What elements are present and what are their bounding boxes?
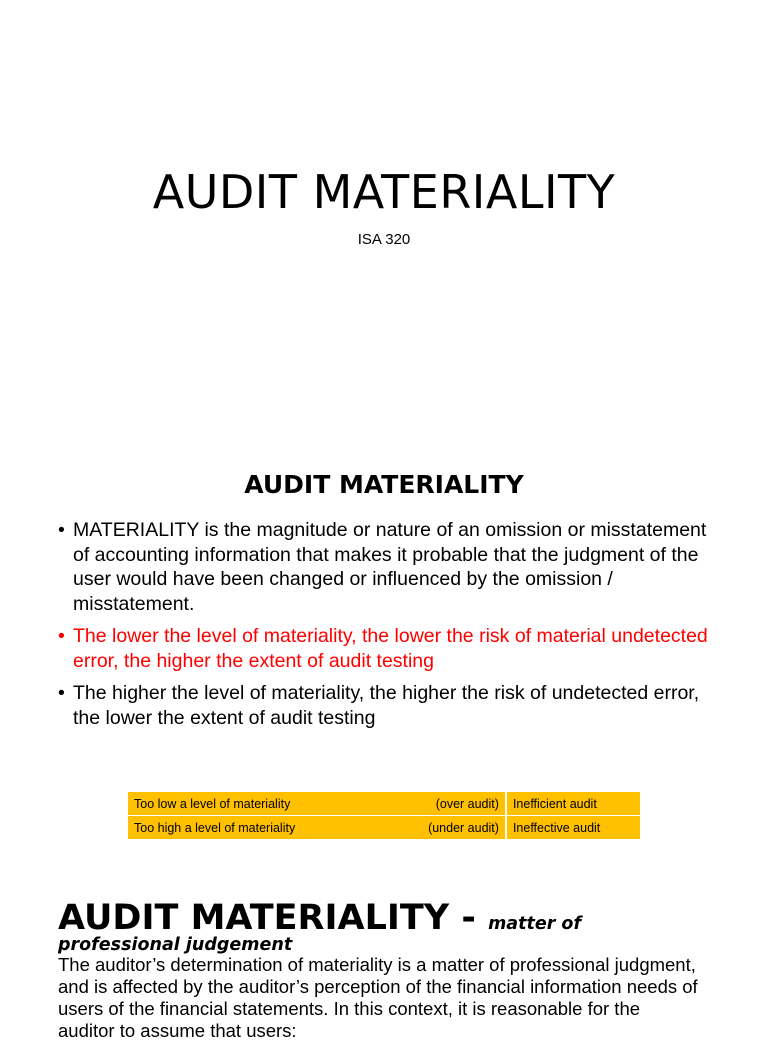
table-cell: Ineffective audit bbox=[506, 816, 640, 840]
bullet-text: The lower the level of materiality, the lower the risk of material undetected error, the higher the extent of audit testing bbox=[73, 625, 708, 672]
slide3-heading-sub: matter of bbox=[488, 914, 582, 934]
slide-judgement bbox=[0, 870, 768, 1041]
bullet-icon: • bbox=[58, 682, 65, 704]
table-cell: Too high a level of materiality bbox=[128, 816, 352, 840]
bullet-text: MATERIALITY is the magnitude or nature of an omission or misstatement of accounting information that makes it probable that the judgment of the user would have been changed or influenced by the omission / misstatement. bbox=[73, 519, 707, 615]
slide3-heading-main: AUDIT MATERIALITY - bbox=[58, 898, 489, 938]
slide1-title: AUDIT MATERIALITY bbox=[152, 165, 616, 219]
slide-definition bbox=[0, 430, 768, 870]
table-row bbox=[128, 792, 640, 816]
bullet-item bbox=[58, 518, 718, 616]
slide3-heading-sub-line2: professional judgement bbox=[58, 935, 293, 955]
bullet-icon: • bbox=[58, 625, 65, 647]
bullet-item bbox=[58, 681, 718, 730]
bullet-text: The higher the level of materiality, the higher the risk of undetected error, the lower the extent of audit testing bbox=[73, 682, 700, 729]
table-cell: (under audit) bbox=[352, 816, 506, 840]
bullet-list bbox=[58, 518, 718, 738]
slide3-body: The auditor’s determination of materiality is a matter of professional judgment, and is affected by the auditor’s perception of the financial information needs of users of the financial statements. In this context, it is reasonable for the auditor to assume that users: bbox=[58, 954, 698, 1041]
bullet-icon: • bbox=[58, 519, 65, 541]
slide2-title: AUDIT MATERIALITY bbox=[244, 470, 524, 499]
slide3-heading bbox=[58, 898, 738, 955]
table-cell: (over audit) bbox=[352, 792, 506, 816]
table-cell: Inefficient audit bbox=[506, 792, 640, 816]
table-row bbox=[128, 816, 640, 840]
slide-title bbox=[0, 0, 768, 430]
materiality-table bbox=[128, 792, 640, 840]
slide1-subtitle: ISA 320 bbox=[357, 231, 411, 248]
table-cell: Too low a level of materiality bbox=[128, 792, 352, 816]
bullet-item-highlight bbox=[58, 624, 718, 673]
